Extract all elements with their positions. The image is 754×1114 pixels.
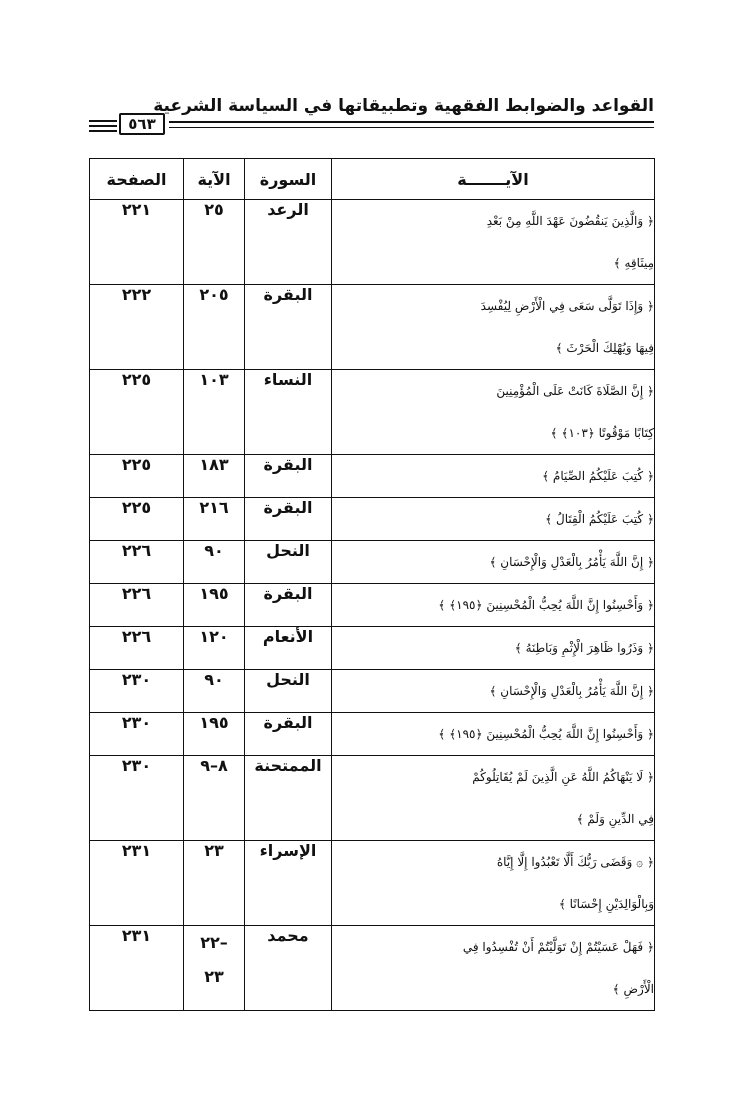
aya-text-line: ﴿ فَهَلْ عَسَيْتُمْ إِنْ تَوَلَّيْتُمْ أَنْ تُفْسِدُوا فِي xyxy=(462,940,654,954)
table-body xyxy=(90,200,655,1011)
table-row xyxy=(90,926,655,1011)
page-cell: ٢٢٦ xyxy=(90,541,184,584)
aya-cell xyxy=(332,926,655,1011)
running-title: القواعد والضوابط الفقهية وتطبيقاتها في السياسة الشرعية xyxy=(153,96,654,116)
table-row xyxy=(90,670,655,713)
sura-cell: الممتحنة xyxy=(245,756,332,841)
page-cell: ٢٢٥ xyxy=(90,455,184,498)
aya-cell xyxy=(332,200,655,285)
header-ornament-bar xyxy=(89,130,117,132)
sura-cell: البقرة xyxy=(245,584,332,627)
aya-number-cell: ١٠٣ xyxy=(184,370,245,455)
page-cell: ٢٢٦ xyxy=(90,584,184,627)
aya-text-line: ﴿ إِنَّ اللَّهَ يَأْمُرُ بِالْعَدْلِ وَالْإِحْسَانِ ﴾ xyxy=(489,555,654,569)
sura-cell: النحل xyxy=(245,670,332,713)
col-header-sura: السورة xyxy=(245,159,332,200)
table-row xyxy=(90,370,655,455)
col-header-aya-number: الآية xyxy=(184,159,245,200)
table-row xyxy=(90,498,655,541)
page-cell: ٢٣٠ xyxy=(90,756,184,841)
aya-text-line: ﴿ وَإِذَا تَوَلَّى سَعَى فِي الْأَرْضِ لِيُفْسِدَ xyxy=(480,299,654,313)
aya-number-cell: ٢٠٥ xyxy=(184,285,245,370)
header-ornament-bar xyxy=(89,125,117,127)
aya-text-line: ﴿ لَا يَنْهَاكُمُ اللَّهُ عَنِ الَّذِينَ لَمْ يُقَاتِلُوكُمْ xyxy=(472,770,654,784)
header-rule-thin xyxy=(169,127,654,128)
page-number: ٥٦٣ xyxy=(119,113,165,135)
sura-cell: الإسراء xyxy=(245,841,332,926)
table-row xyxy=(90,756,655,841)
page-cell: ٢٢١ xyxy=(90,200,184,285)
aya-text-line: ﴿ إِنَّ اللَّهَ يَأْمُرُ بِالْعَدْلِ وَالْإِحْسَانِ ﴾ xyxy=(489,684,654,698)
aya-text-line: ﴿ ۞ وَقَضَى رَبُّكَ أَلَّا تَعْبُدُوا إِلَّا إِيَّاهُ xyxy=(496,855,654,869)
aya-number-cell: ١٩٥ xyxy=(184,584,245,627)
aya-number-cell: ٩٠ xyxy=(184,541,245,584)
sura-cell: النساء xyxy=(245,370,332,455)
sura-cell: محمد xyxy=(245,926,332,1011)
page-cell: ٢٣٠ xyxy=(90,670,184,713)
table-row xyxy=(90,455,655,498)
aya-number-cell: ٩٠ xyxy=(184,670,245,713)
aya-cell xyxy=(332,370,655,455)
aya-text-line: فِي الدِّينِ وَلَمْ ﴾ xyxy=(576,812,654,826)
aya-number-cell xyxy=(184,926,245,1011)
aya-number-cell: ٢١٦ xyxy=(184,498,245,541)
sura-cell: البقرة xyxy=(245,713,332,756)
page-cell: ٢٢٥ xyxy=(90,498,184,541)
aya-text-line: ﴿ وَذَرُوا ظَاهِرَ الْإِثْمِ وَبَاطِنَهُ ﴾ xyxy=(514,641,654,655)
aya-text-line: مِيثَاقِهِ ﴾ xyxy=(613,256,654,270)
page-header xyxy=(89,96,654,138)
verses-index-table xyxy=(89,158,655,1011)
aya-text-line: ﴿ إِنَّ الصَّلَاةَ كَانَتْ عَلَى الْمُؤْمِنِينَ xyxy=(496,384,654,398)
aya-number-cell: ١٨٣ xyxy=(184,455,245,498)
table-row xyxy=(90,627,655,670)
aya-cell xyxy=(332,455,655,498)
table-row xyxy=(90,285,655,370)
aya-number-cell: ٢٣ xyxy=(184,841,245,926)
aya-text-line: وَبِالْوَالِدَيْنِ إِحْسَانًا ﴾ xyxy=(558,897,654,911)
aya-number-line: –٢٢ xyxy=(200,933,228,952)
header-rule xyxy=(169,121,654,123)
aya-cell xyxy=(332,670,655,713)
aya-text-line: ﴿ كُتِبَ عَلَيْكُمُ الْقِتَالُ ﴾ xyxy=(545,512,654,526)
sura-cell: البقرة xyxy=(245,285,332,370)
col-header-aya: الآيـــــــة xyxy=(332,159,655,200)
page-cell: ٢٢٥ xyxy=(90,370,184,455)
aya-text-line: فِيهَا وَيُهْلِكَ الْحَرْثَ ﴾ xyxy=(555,341,654,355)
table-row xyxy=(90,584,655,627)
aya-text-line: ﴿ وَأَحْسِنُوا إِنَّ اللَّهَ يُحِبُّ الْمُحْسِنِينَ ﴿١٩٥﴾ ﴾ xyxy=(438,727,654,741)
aya-text-line: الْأَرْضِ ﴾ xyxy=(612,982,654,996)
page-cell: ٢٣١ xyxy=(90,841,184,926)
aya-cell xyxy=(332,584,655,627)
table-row xyxy=(90,841,655,926)
table-header-row xyxy=(90,159,655,200)
table-row xyxy=(90,541,655,584)
table-row xyxy=(90,713,655,756)
aya-cell xyxy=(332,498,655,541)
sura-cell: البقرة xyxy=(245,455,332,498)
aya-number-line: ٢٣ xyxy=(204,967,224,986)
sura-cell: الرعد xyxy=(245,200,332,285)
aya-number-cell: ١٢٠ xyxy=(184,627,245,670)
aya-number-cell: ٨–٩ xyxy=(184,756,245,841)
aya-cell xyxy=(332,713,655,756)
aya-cell xyxy=(332,285,655,370)
aya-cell xyxy=(332,841,655,926)
header-ornament-bar xyxy=(89,120,117,122)
sura-cell: البقرة xyxy=(245,498,332,541)
col-header-page: الصفحة xyxy=(90,159,184,200)
aya-text-line: كِتَابًا مَوْقُوتًا ﴿١٠٣﴾ ﴾ xyxy=(550,426,654,440)
aya-number-cell: ٢٥ xyxy=(184,200,245,285)
page-cell: ٢٢٦ xyxy=(90,627,184,670)
aya-number-cell: ١٩٥ xyxy=(184,713,245,756)
aya-text-line: ﴿ وَالَّذِينَ يَنقُضُونَ عَهْدَ اللَّهِ مِنْ بَعْدِ xyxy=(486,214,654,228)
page-cell: ٢٢٢ xyxy=(90,285,184,370)
page-cell: ٢٣١ xyxy=(90,926,184,1011)
aya-cell xyxy=(332,541,655,584)
aya-cell xyxy=(332,756,655,841)
table-row xyxy=(90,200,655,285)
aya-cell xyxy=(332,627,655,670)
page-cell: ٢٣٠ xyxy=(90,713,184,756)
aya-text-line: ﴿ كُتِبَ عَلَيْكُمُ الصِّيَامُ ﴾ xyxy=(542,469,654,483)
aya-text-line: ﴿ وَأَحْسِنُوا إِنَّ اللَّهَ يُحِبُّ الْمُحْسِنِينَ ﴿١٩٥﴾ ﴾ xyxy=(438,598,654,612)
sura-cell: النحل xyxy=(245,541,332,584)
sura-cell: الأنعام xyxy=(245,627,332,670)
